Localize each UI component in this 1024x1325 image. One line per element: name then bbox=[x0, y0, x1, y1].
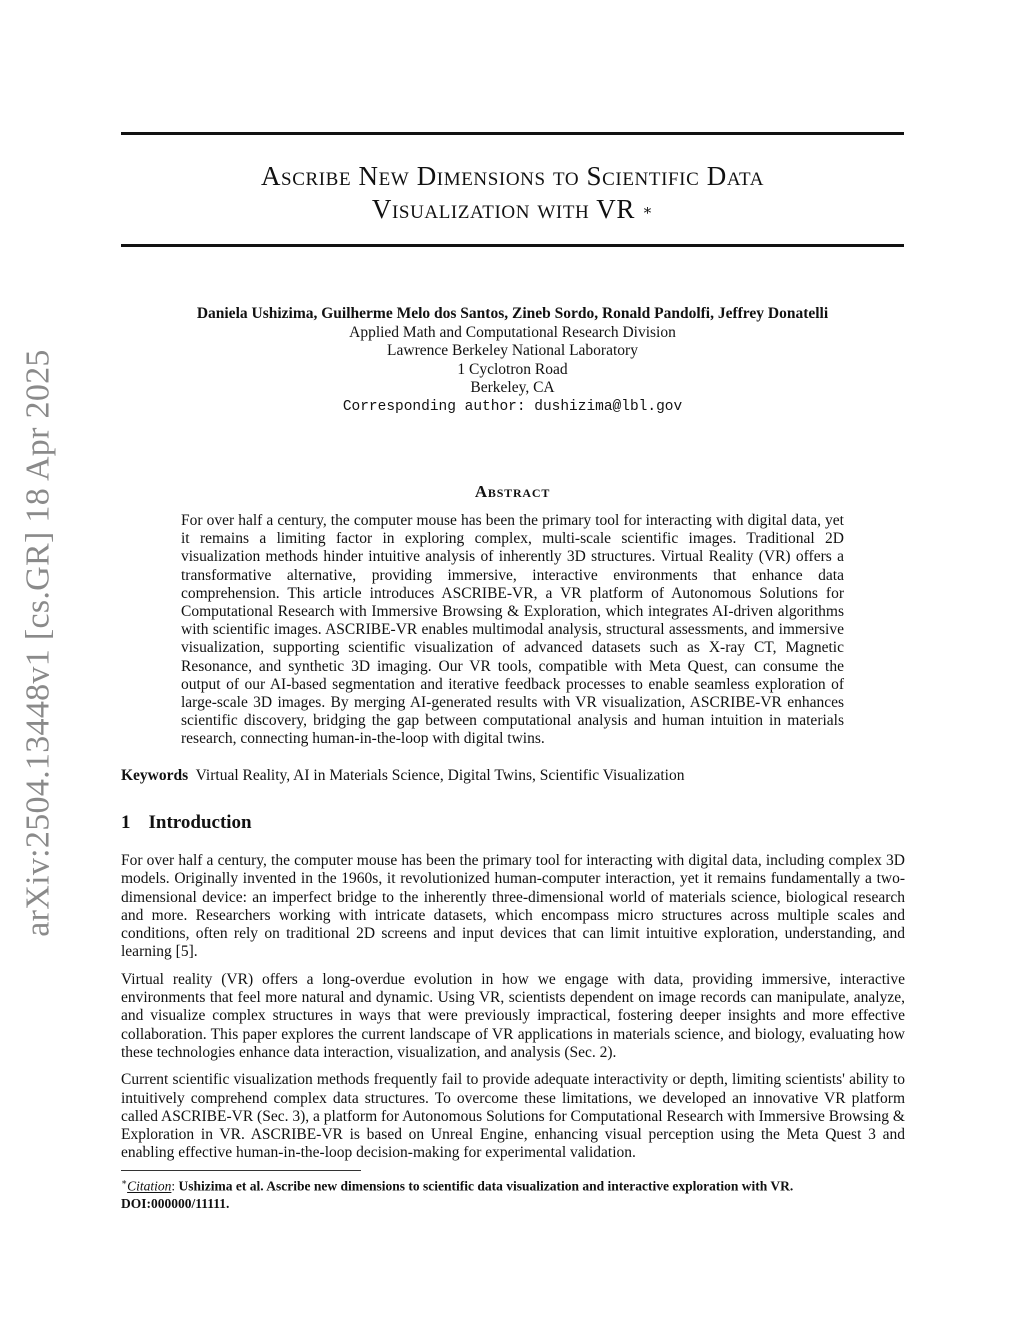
section-number: 1 bbox=[121, 812, 131, 833]
footnote-label: Citation bbox=[127, 1178, 172, 1194]
keywords-line bbox=[121, 767, 904, 785]
footnote-text: Ushizima et al. Ascribe new dimensions to scientific data visualization and interactive exploration with VR. DOI:000000/11111. bbox=[121, 1178, 794, 1211]
title-rule-top bbox=[121, 132, 904, 135]
footnote-rule bbox=[121, 1170, 361, 1171]
title-line-2: Visualization with VR bbox=[371, 194, 635, 224]
title-rule-bottom bbox=[121, 244, 904, 247]
section-title: Introduction bbox=[148, 812, 252, 833]
paragraph: Virtual reality (VR) offers a long-overdue evolution in how we engage with data, providing immersive, interactive environments that feel more natural and dynamic. Using VR, scientists dependent on image records can manipulate, analyze, and visualize complex structures in ways that were previously impractical, fostering deeper insights and more effective collaboration. This paper explores the current landscape of VR applications in materials science, and biology, evaluating how these technologies enhance data interaction, visualization, and analysis (Sec. 2). bbox=[121, 970, 905, 1061]
author-block bbox=[121, 305, 904, 416]
author-list: Daniela Ushizima, Guilherme Melo dos Santos, Zineb Sordo, Ronald Pandolfi, Jeffrey Donatelli bbox=[196, 305, 829, 322]
affiliation-city: Berkeley, CA bbox=[470, 379, 555, 396]
paragraph: Current scientific visualization methods frequently fail to provide adequate interactivity or depth, limiting scientists' ability to intuitively comprehend complex data structures. To overcome these limitations, we developed an innovative VR platform called ASCRIBE-VR (Sec. 3), a platform for Autonomous Solutions for Computational Research with Immersive Browsing & Exploration in VR. ASCRIBE-VR is based on Unreal Engine, enhancing visual perception using the Meta Quest 3 and enabling effective human-in-the-loop decision-making for experimental validation. bbox=[121, 1071, 905, 1162]
footnote-marker: ∗ bbox=[121, 1177, 128, 1187]
title-line-1: Ascribe New Dimensions to Scientific Data bbox=[260, 161, 765, 191]
footnote-separator: : bbox=[171, 1178, 179, 1194]
keywords-text: Virtual Reality, AI in Materials Science, Digital Twins, Scientific Visualization bbox=[195, 767, 685, 784]
intro-body bbox=[121, 852, 905, 1172]
footnote bbox=[121, 1174, 905, 1212]
arxiv-stamp-text: arXiv:2504.13448v1 [cs.GR] 18 Apr 2025 bbox=[20, 349, 57, 937]
abstract-heading: Abstract bbox=[474, 482, 551, 501]
paper-title bbox=[121, 160, 904, 226]
corresponding-author: Corresponding author: dushizima@lbl.gov bbox=[342, 398, 683, 415]
section-heading bbox=[121, 812, 252, 834]
affiliation-street: 1 Cyclotron Road bbox=[457, 360, 568, 378]
arxiv-stamp bbox=[14, 348, 64, 938]
paragraph: For over half a century, the computer mouse has been the primary tool for interacting with digital data, including complex 3D models. Originally invented in the 1960s, it revolutionized human-computer interaction, yet it remains fundamentally a two-dimensional device: an imperfect bridge to the inherently three-dimensional world of materials science, biological research and more. Researchers working with intricate datasets, which encompass micro structures across multiple scales and conditions, often rely on traditional 2D screens and input devices that can limit intuitive exploration, understanding, and learning [5]. bbox=[121, 852, 905, 961]
title-footnote-marker: ∗ bbox=[642, 203, 654, 219]
abstract-text: For over half a century, the computer mouse has been the primary tool for interacting with digital data, yet it remains a limiting factor in exploring complex, multi-scale scientific images. Traditional 2D visualization methods hinder intuitive analysis of inherently 3D structures. Virtual Reality (VR) offers a transformative alternative, providing immersive, interactive environments that enhance data comprehension. This article introduces ASCRIBE-VR, a VR platform of Autonomous Solutions for Computational Research with Immersive Browsing & Exploration, which integrates AI-driven algorithms with scientific images. ASCRIBE-VR enables multimodal analysis, structural assessments, and immersive visualization, supporting scientific visualization of advanced datasets such as X-ray CT, Magnetic Resonance, and synthetic 3D imaging. Our VR tools, compatible with Meta Quest, can consume the output of our AI-based segmentation and iterative feedback processes to enable seamless exploration of large-scale 3D images. By merging AI-generated results with VR visualization, ASCRIBE-VR enhances scientific discovery, bridging the gap between computational analysis and human intuition in materials research, connecting human-in-the-loop with digital twins. bbox=[181, 512, 844, 748]
affiliation-lab: Lawrence Berkeley National Laboratory bbox=[387, 342, 638, 359]
affiliation-division: Applied Math and Computational Research Division bbox=[349, 323, 676, 341]
keywords-label: Keywords bbox=[121, 767, 189, 784]
